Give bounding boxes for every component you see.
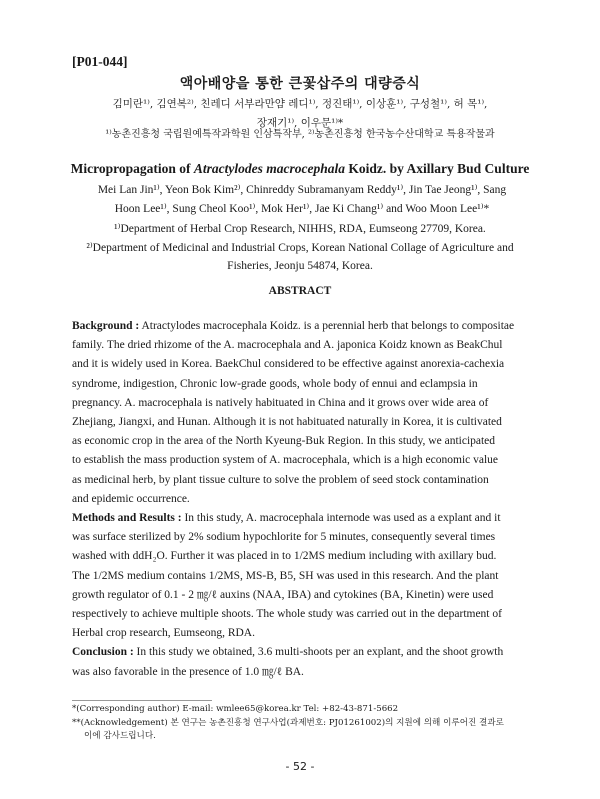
methods-line: growth regulator of 0.1 - 2 ㎎/ℓ auxins (NAA, IBA) and cytokines (BA, Kinetin) were used (72, 588, 494, 601)
background-line: as medicinal herb, by plant tissue culture to solve the problem of seed stock contamination (72, 473, 489, 486)
poster-code: [P01-044] (72, 54, 128, 69)
footnote-acknowledgement-line-2: 이에 감사드립니다. (84, 731, 156, 741)
methods-line (72, 509, 528, 528)
english-affiliation-1: ¹⁾Department of Herbal Crop Research, NIHHS, RDA, Eumseong 27709, Korea. (114, 223, 486, 235)
korean-authors-line-2: 장재기¹⁾, 이우문¹⁾* (256, 117, 344, 129)
english-title-part-2: Koidz. by Axillary Bud Culture (345, 161, 530, 176)
conclusion-line (72, 643, 528, 662)
background-text: Atractylodes macrocephala Koidz. is a perennial herb that belongs to compositae (139, 320, 515, 332)
conclusion-section (72, 643, 528, 681)
english-affiliation-2: ²⁾Department of Medicinal and Industrial Crops, Korean National Collage of Agriculture and (86, 241, 514, 254)
background-line: Zhejiang, Jiangxi, and Hunan. Although it is not habituated naturally in Korea, it is cultivated (72, 416, 502, 429)
english-title (0, 161, 600, 177)
background-line: syndrome, indigestion, Chronic low-grade goods, whole body of ennui and eclampsia in (72, 377, 478, 390)
methods-line: was surface sterilized by 2% sodium hypochlorite for 5 minutes, consequently several times (72, 531, 496, 544)
english-title-part-1: Micropropagation of (70, 161, 194, 176)
footnote-corresponding-author: *(Corresponding author) E-mail: wmlee65@korea.kr Tel: +82-43-871-5662 (72, 704, 399, 714)
english-affiliation-3: Fisheries, Jeonju 54874, Korea. (227, 260, 373, 272)
methods-line: washed with ddH₂O. Further it was placed in to 1/2MS medium including with axillary bud. (72, 550, 497, 563)
methods-text: In this study, A. macrocephala internode was used as a explant and it (181, 512, 501, 525)
abstract-heading: ABSTRACT (268, 285, 332, 297)
english-authors-line-1: Mei Lan Jin¹⁾, Yeon Bok Kim²⁾, Chinreddy Subramanyam Reddy¹⁾, Jin Tae Jeong¹⁾, Sang (97, 184, 507, 196)
methods-line: The 1/2MS medium contains 1/2MS, MS-B, B5, SH was used in this research. And the plant (72, 569, 499, 582)
conclusion-line: was also favorable in the presence of 1.0 ㎎/ℓ BA. (72, 665, 304, 678)
background-line: pregnancy. A. macrocephala is natively habituated in China and it grows over wide area of (72, 396, 489, 409)
english-authors-line-2: Hoon Lee¹⁾, Sung Cheol Koo¹⁾, Mok Her¹⁾, Jae Ki Chang¹⁾ and Woo Moon Lee¹⁾* (114, 202, 490, 215)
conclusion-text: In this study we obtained, 3.6 multi-shoots per an explant, and the shoot growth (133, 646, 504, 659)
methods-line: Herbal crop research, Eumseong, RDA. (72, 627, 255, 640)
abstract-body (72, 317, 528, 682)
english-authors (74, 181, 530, 218)
background-section (72, 317, 528, 509)
background-line: family. The dried rhizome of the A. macrocephala and A. japonica Koidz known as BeakChul (72, 339, 503, 352)
background-line: as economic crop in the area of the North Kyeung-Buk Region. In this study, we anticipated (72, 435, 496, 448)
footnote-divider (72, 700, 212, 701)
background-label: Background : (72, 320, 140, 332)
background-line: and epidemic occurrence. (72, 492, 190, 505)
background-line: and it is widely used in Korea. BaekChul considered to be effective against anorexia-cachexia (72, 358, 505, 371)
methods-label: Methods and Results : (72, 512, 182, 525)
korean-authors-line-1: 김미란¹⁾, 김연복²⁾, 친레디 서부라만얌 레디¹⁾, 정진태¹⁾, 이상훈¹⁾, 구성철¹⁾, 허 목¹⁾, (112, 98, 488, 110)
english-title-species: Atractylodes macrocephala (193, 161, 346, 176)
conclusion-label: Conclusion : (72, 646, 134, 659)
footnote-acknowledgement (72, 717, 532, 743)
english-affiliations (72, 220, 528, 276)
page-number: - 52 - (285, 760, 315, 773)
methods-line: respectively to achieve multiple shoots. The whole study was carried out in the department of (72, 608, 502, 621)
korean-title: 액아배양을 통한 큰꽃삽주의 대량증식 (179, 76, 421, 92)
methods-section (72, 509, 528, 643)
background-line: to establish the mass production system of A. macrocephala, which is a high economic value (72, 454, 499, 467)
korean-affiliation: ¹⁾농촌진흥청 국립원예특작과학원 인삼특작부, ²⁾농촌진흥청 한국농수산대학교 특용작물과 (105, 129, 495, 140)
footnote-acknowledgement-line-1: **(Acknowledgement) 본 연구는 농촌진흥청 연구사업(과제번호: PJ01261002)의 지원에 의해 이루어진 결과로 (72, 718, 504, 728)
background-line (72, 317, 528, 336)
